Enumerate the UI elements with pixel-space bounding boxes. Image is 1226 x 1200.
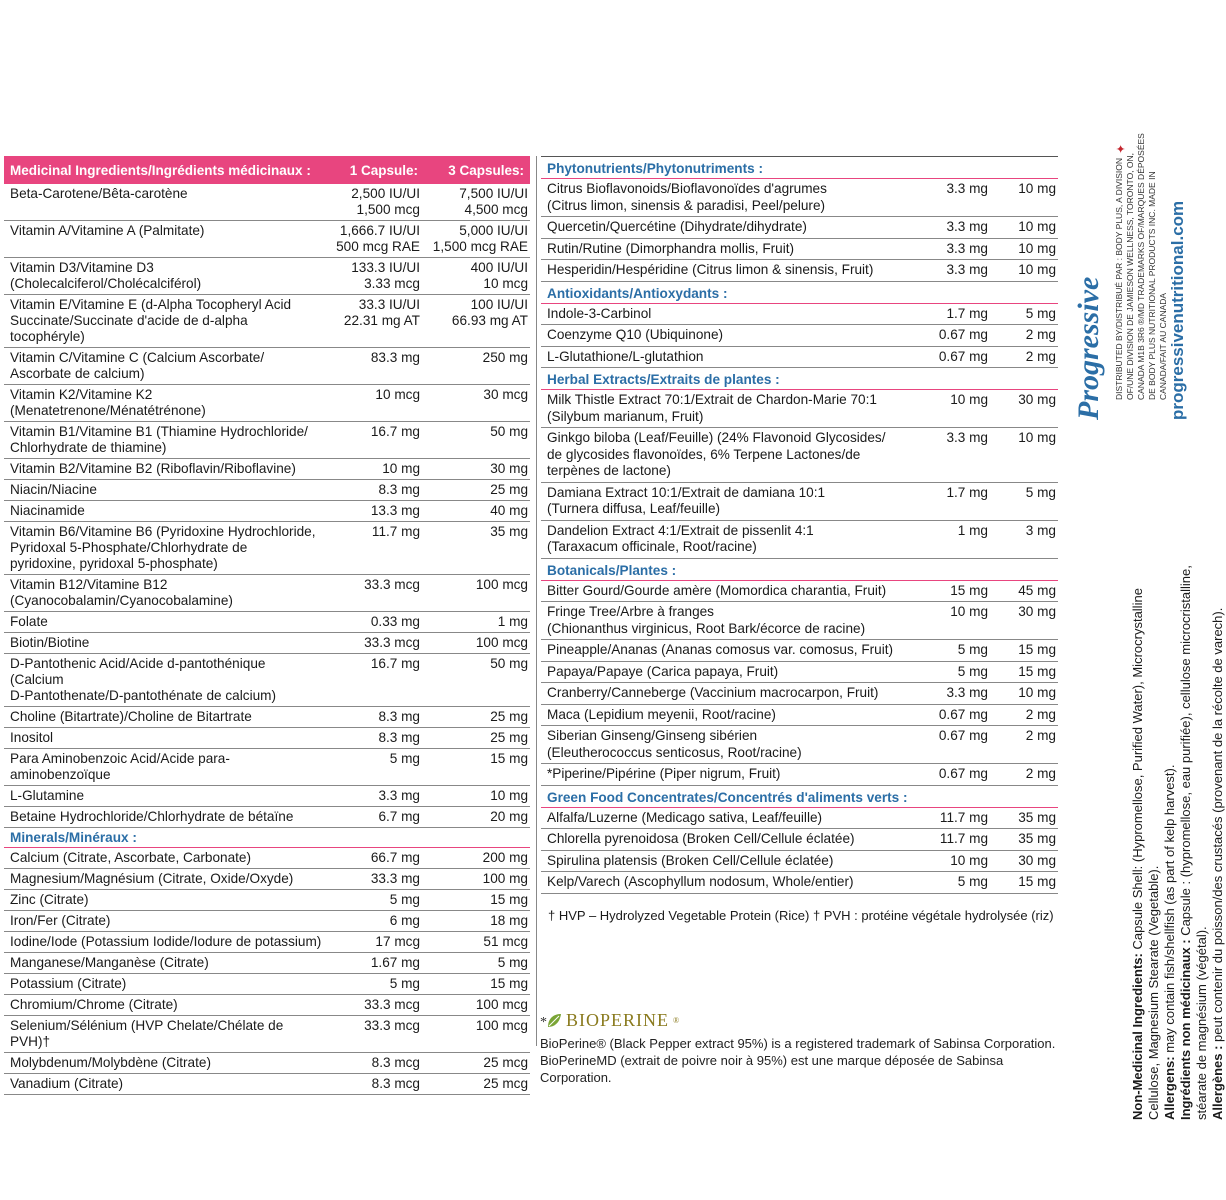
dose-3-capsules: 35 mg (490, 524, 528, 539)
dose-1-capsule: 33.3 mcg (364, 577, 420, 592)
dose-3-capsules: 45 mg (1018, 582, 1056, 598)
table-row (4, 295, 530, 348)
dose-3-capsules: 10 mg (1018, 685, 1056, 700)
dose-3-capsules: 15 mg (1018, 663, 1056, 679)
ingredient-name: Niacin/Niacine (10, 482, 97, 497)
ingredient-name: Kelp/Varech (Ascophyllum nodosum, Whole/entier) (547, 874, 854, 889)
table-row (4, 869, 530, 890)
dose-1-capsule: 1.7 mg (946, 305, 988, 321)
table-row (541, 683, 1058, 705)
nonmed-text: Capsule Shell: (Hypromellose, Purified Water), Microcrystalline Cellulose, Magnesium Stearate (Vegetable). (1130, 588, 1161, 1120)
dose-3-capsules: 50 mg (490, 424, 528, 439)
ingredient-name: L-Glutamine (10, 788, 85, 803)
dose-1-capsule: 6.7 mg (378, 809, 420, 824)
table-row (541, 347, 1058, 369)
table-row (4, 807, 530, 828)
nonmed-label: Non-Medicinal Ingredients: (1130, 953, 1145, 1120)
section-title: Botanicals/Plantes : (541, 559, 1058, 581)
table-row (4, 1074, 530, 1095)
table-row (4, 385, 530, 422)
table-row (4, 480, 530, 501)
dose-3-capsules: 40 mg (490, 503, 528, 518)
dose-3-capsules: 15 mg (1018, 874, 1056, 889)
ingredient-name: Biotin/Biotine (10, 635, 90, 650)
pepper-leaf-icon (540, 1012, 562, 1030)
allergens-fr-label: Allergènes : (1210, 1045, 1225, 1120)
table-row (4, 654, 530, 707)
column-divider (536, 156, 537, 1046)
dose-1-capsule: 3.3 mg (946, 240, 988, 256)
table-row (4, 1016, 530, 1053)
dose-1-capsule: 3.3 mg (946, 181, 988, 196)
dose-3-capsules: 30 mg (1018, 604, 1056, 619)
table-row (541, 662, 1058, 684)
dose-1-capsule: 10 mg (382, 461, 420, 476)
dose-1-capsule: 3.3 mg (946, 685, 988, 700)
dose-3-capsules: 10 mg (1018, 181, 1056, 196)
dose-1-capsule: 66.7 mg (370, 850, 420, 865)
table-row (4, 890, 530, 911)
ingredient-name: Chromium/Chrome (Citrate) (10, 997, 178, 1012)
dose-3-capsules: 5 mg (1025, 484, 1056, 500)
registered-mark: ® (673, 1016, 681, 1025)
dose-1-capsule: 3.3 mg (946, 430, 988, 445)
dose-1-capsule: 5 mg (389, 892, 420, 907)
table-row (541, 851, 1058, 873)
dose-3-capsules: 15 mg (1018, 642, 1056, 657)
ingredient-name: Ginkgo biloba (Leaf/Feuille) (24% Flavonoid Glycosides/ de glycosides flavonoïdes, 6% Terpene Lactones/de terpènes de lactone) (547, 430, 886, 478)
allergens-fr-text: peut contenir du poisson/des crustacés (provenant de la récolte de varech). (1210, 607, 1225, 1046)
dose-1-capsule: 8.3 mg (378, 730, 420, 745)
dose-1-capsule: 8.3 mcg (371, 1055, 420, 1070)
ingredient-name: Para Aminobenzoic Acid/Acide para-aminobenzoïque (10, 751, 230, 782)
dose-1-capsule: 1 mg (957, 522, 988, 538)
dose-3-capsules: 5 mg (497, 955, 528, 970)
dose-1-capsule: 5 mg (389, 976, 420, 991)
distribution-info: DISTRIBUTED BY/DISTRIBUÉ PAR : BODY PLUS, A DIVISION OF/UNE DIVISION DE JAMIESON WELLNESS, TORONTO, ON, CANADA M1B 3R6 ®/MD TRADEMARKS OF/MARQUES DÉPOSÉES DE BODY PLUS NUTRITIONAL PRODUCTS INC. MADE IN CANADA/FAIT AU CANADA (1114, 133, 1168, 400)
bioperine-block (540, 1010, 1060, 1086)
dose-3-capsules: 100 mcg (475, 1018, 528, 1033)
dose-3-capsules: 400 IU/UI 10 mcg (470, 260, 528, 291)
table-row (541, 239, 1058, 261)
ingredient-name: Quercetin/Quercétine (Dihydrate/dihydrate) (547, 219, 807, 234)
dose-3-capsules: 2 mg (1025, 766, 1056, 781)
ingredient-name: Hesperidin/Hespéridine (Citrus limon & sinensis, Fruit) (547, 262, 874, 277)
ingredient-name: Betaine Hydrochloride/Chlorhydrate de bétaïne (10, 809, 294, 824)
ingredient-name: Potassium (Citrate) (10, 976, 127, 991)
ingredient-name: Inositol (10, 730, 54, 745)
table-row (4, 612, 530, 633)
dose-3-capsules: 100 mcg (475, 577, 528, 592)
ingredient-name: Dandelion Extract 4:1/Extrait de pissenlit 4:1 (Taraxacum officinale, Root/racine) (547, 522, 814, 554)
table-row (4, 911, 530, 932)
header-1-capsule: 1 Capsule: (349, 162, 418, 178)
table-row (541, 304, 1058, 326)
ingredient-name: Spirulina platensis (Broken Cell/Cellule éclatée) (547, 852, 834, 868)
dose-1-capsule: 0.67 mg (938, 728, 988, 743)
ingredient-name: Vitamin D3/Vitamine D3 (Cholecalciferol/Cholécalciférol) (10, 260, 202, 291)
dose-3-capsules: 35 mg (1018, 831, 1056, 846)
ingredient-name: Selenium/Sélénium (HVP Chelate/Chélate de PVH)† (10, 1018, 284, 1049)
brand (1072, 277, 1106, 420)
dose-1-capsule: 2,500 IU/UI 1,500 mcg (351, 186, 420, 217)
dose-1-capsule: 8.3 mcg (371, 1076, 420, 1091)
dose-3-capsules: 35 mg (1018, 809, 1056, 825)
dose-3-capsules: 10 mg (1018, 240, 1056, 256)
dose-1-capsule: 1.7 mg (946, 484, 988, 500)
table-row (541, 390, 1058, 428)
table-row (4, 848, 530, 869)
dose-3-capsules: 10 mg (1018, 430, 1056, 445)
dose-3-capsules: 100 mcg (475, 997, 528, 1012)
dose-1-capsule: 0.67 mg (938, 766, 988, 781)
table-row (4, 501, 530, 522)
dose-3-capsules: 30 mg (490, 461, 528, 476)
dose-1-capsule: 10 mg (950, 852, 988, 868)
dose-1-capsule: 83.3 mg (370, 350, 420, 365)
dose-3-capsules: 250 mg (482, 350, 528, 365)
dose-1-capsule: 11.7 mg (939, 831, 988, 846)
side-panel (1068, 130, 1225, 1120)
ingredient-name: Chlorella pyrenoidosa (Broken Cell/Cellule éclatée) (547, 831, 855, 846)
ingredient-name: Calcium (Citrate, Ascorbate, Carbonate) (10, 850, 252, 865)
ingredient-name: Pineapple/Ananas (Ananas comosus var. comosus, Fruit) (547, 642, 894, 657)
table-row (4, 932, 530, 953)
dose-3-capsules: 100 mg (482, 871, 528, 886)
ingredient-name: Vitamin B2/Vitamine B2 (Riboflavin/Riboflavine) (10, 461, 296, 476)
table-row (541, 483, 1058, 521)
dose-1-capsule: 10 mcg (375, 387, 420, 402)
dose-3-capsules: 15 mg (490, 751, 528, 766)
ingredient-rows (4, 184, 530, 828)
website: progressivenutritional.com (1168, 200, 1187, 420)
ingredient-name: Beta-Carotene/Bêta-carotène (10, 186, 188, 201)
ingredient-name: Fringe Tree/Arbre à franges (Chionanthus virginicus, Root Bark/écorce de racine) (547, 604, 866, 636)
dose-1-capsule: 0.33 mg (370, 614, 420, 629)
dose-3-capsules: 30 mcg (483, 387, 528, 402)
dose-3-capsules: 25 mcg (483, 1055, 528, 1070)
table-row (4, 1053, 530, 1074)
non-medicinal-ingredients (1130, 560, 1226, 1120)
table-row (4, 707, 530, 728)
dose-1-capsule: 0.67 mg (938, 348, 988, 364)
dose-1-capsule: 3.3 mg (946, 262, 988, 277)
ingredient-name: Magnesium/Magnésium (Citrate, Oxide/Oxyde) (10, 871, 294, 886)
dose-3-capsules: 10 mg (1018, 219, 1056, 234)
dose-1-capsule: 3.3 mg (378, 788, 420, 803)
dose-1-capsule: 1.67 mg (370, 955, 420, 970)
nonmed-fr-label: Ingrédients non médicinaux : (1178, 939, 1193, 1120)
dose-3-capsules: 100 mcg (475, 635, 528, 650)
dose-3-capsules: 200 mg (482, 850, 528, 865)
dose-1-capsule: 6 mg (389, 913, 420, 928)
dose-3-capsules: 30 mg (1018, 852, 1056, 868)
dose-1-capsule: 5 mg (957, 642, 988, 657)
table-row (4, 258, 530, 295)
table-row (4, 749, 530, 786)
dose-1-capsule: 33.3 mcg (364, 997, 420, 1012)
dose-3-capsules: 30 mg (1018, 392, 1056, 407)
bioperine-trademark-fr: BioPerineMD (extrait de poivre noir à 95%) est une marque déposée de Sabinsa Corporation. (540, 1053, 1004, 1085)
dose-3-capsules: 100 IU/UI 66.93 mg AT (451, 297, 528, 328)
dose-1-capsule: 33.3 mg (370, 871, 420, 886)
dose-1-capsule: 10 mg (950, 392, 988, 407)
table-row (541, 764, 1058, 786)
ingredient-name: Vitamin B1/Vitamine B1 (Thiamine Hydrochloride/ Chlorhydrate de thiamine) (10, 424, 308, 455)
section-title: Herbal Extracts/Extraits de plantes : (541, 368, 1058, 390)
ingredient-name: Choline (Bitartrate)/Choline de Bitartrate (10, 709, 252, 724)
table-row (541, 872, 1058, 894)
dose-3-capsules: 2 mg (1025, 327, 1056, 342)
progressive-logo: Progressive (1072, 276, 1105, 420)
ingredient-name: Citrus Bioflavonoids/Bioflavonoïdes d'agrumes (Citrus limon, sinensis & paradisi, Peel/pelure) (547, 181, 827, 213)
dose-3-capsules: 25 mcg (483, 1076, 528, 1091)
ingredient-name: Zinc (Citrate) (10, 892, 89, 907)
table-row (4, 184, 530, 221)
table-row (4, 221, 530, 258)
table-row (4, 728, 530, 749)
table-row (4, 348, 530, 385)
section-title: Phytonutrients/Phytonutriments : (541, 157, 1058, 179)
ingredient-name: Manganese/Manganèse (Citrate) (10, 955, 209, 970)
dose-1-capsule: 1,666.7 IU/UI 500 mcg RAE (336, 223, 420, 254)
dose-3-capsules: 10 mg (1018, 262, 1056, 277)
ingredient-name: Alfalfa/Luzerne (Medicago sativa, Leaf/feuille) (547, 809, 823, 825)
table-row (541, 829, 1058, 851)
table-row (541, 179, 1058, 217)
maple-leaf-icon: ✦ (1114, 143, 1128, 154)
allergens-label: Allergens: (1162, 1056, 1177, 1120)
ingredient-name: Coenzyme Q10 (Ubiquinone) (547, 327, 724, 342)
dose-3-capsules: 25 mg (490, 709, 528, 724)
dose-1-capsule: 0.67 mg (938, 327, 988, 342)
dose-3-capsules: 2 mg (1025, 348, 1056, 364)
dose-3-capsules: 5,000 IU/UI 1,500 mcg RAE (432, 223, 528, 254)
table-row (4, 995, 530, 1016)
table-row (541, 808, 1058, 830)
header-name: Medicinal Ingredients/Ingrédients médicinaux : (10, 162, 311, 178)
ingredient-name: Vitamin K2/Vitamine K2 (Menatetrenone/Ménatétrénone) (10, 387, 206, 418)
ingredient-name: Iodine/Iode (Potassium Iodide/Iodure de potassium) (10, 934, 322, 949)
dose-3-capsules: 5 mg (1025, 305, 1056, 321)
table-row (541, 521, 1058, 559)
table-row (4, 974, 530, 995)
dose-1-capsule: 16.7 mg (370, 656, 420, 671)
table-row (4, 422, 530, 459)
dose-3-capsules: 7,500 IU/UI 4,500 mcg (459, 186, 528, 217)
allergens-text: may contain fish/shellfish (as part of kelp harvest). (1162, 764, 1177, 1057)
ingredient-name: Molybdenum/Molybdène (Citrate) (10, 1055, 211, 1070)
table-row (4, 786, 530, 807)
ingredient-name: Damiana Extract 10:1/Extrait de damiana 10:1 (Turnera diffusa, Leaf/feuille) (547, 484, 826, 516)
ingredient-name: L-Glutathione/L-glutathion (547, 348, 704, 364)
dose-1-capsule: 11.7 mg (371, 524, 420, 539)
ingredient-name: Rutin/Rutine (Dimorphandra mollis, Fruit) (547, 240, 795, 256)
minerals-section-title: Minerals/Minéraux : (4, 828, 530, 848)
dose-3-capsules: 20 mg (490, 809, 528, 824)
section-title: Green Food Concentrates/Concentrés d'aliments verts : (541, 786, 1058, 808)
ingredient-name: Indole-3-Carbinol (547, 305, 652, 321)
phytonutrients-table (541, 156, 1058, 894)
table-row (541, 581, 1058, 603)
dose-1-capsule: 10 mg (950, 604, 988, 619)
table-row (541, 260, 1058, 282)
medicinal-ingredients-table (4, 156, 530, 1095)
bioperine-trademark-en: BioPerine® (Black Pepper extract 95%) is a registered trademark of Sabinsa Corporation. (540, 1036, 1056, 1051)
dose-1-capsule: 13.3 mg (370, 503, 420, 518)
dose-1-capsule: 133.3 IU/UI 3.33 mcg (351, 260, 420, 291)
dose-3-capsules: 51 mcg (483, 934, 528, 949)
dose-3-capsules: 2 mg (1025, 706, 1056, 722)
dose-3-capsules: 25 mg (490, 482, 528, 497)
table-row (541, 602, 1058, 640)
dose-1-capsule: 33.3 mcg (364, 1018, 420, 1033)
ingredient-name: Vanadium (Citrate) (10, 1076, 124, 1091)
ingredient-name: D-Pantothenic Acid/Acide d-pantothénique (Calcium D-Pantothenate/D-pantothénate de calcium) (10, 656, 276, 703)
section-title: Antioxidants/Antioxydants : (541, 282, 1058, 304)
svg-text:*: * (540, 1014, 548, 1030)
ingredient-name: Milk Thistle Extract 70:1/Extrait de Chardon-Marie 70:1 (Silybum marianum, Fruit) (547, 392, 877, 424)
dose-3-capsules: 3 mg (1025, 522, 1056, 538)
dose-1-capsule: 5 mg (389, 751, 420, 766)
dose-3-capsules: 10 mg (490, 788, 528, 803)
table-row (541, 217, 1058, 239)
ingredient-name: Iron/Fer (Citrate) (10, 913, 111, 928)
nonmed-fr-text: Capsule : (hypromellose, eau purifiée), cellulose microcristalline, stéarate de magnésium (végétal). (1178, 565, 1209, 1120)
dose-1-capsule: 0.67 mg (938, 706, 988, 722)
dose-3-capsules: 25 mg (490, 730, 528, 745)
dose-3-capsules: 15 mg (490, 892, 528, 907)
table-row (541, 640, 1058, 662)
table-row (541, 325, 1058, 347)
table-row (4, 575, 530, 612)
ingredient-name: Cranberry/Canneberge (Vaccinium macrocarpon, Fruit) (547, 685, 879, 700)
table-row (4, 522, 530, 575)
bioperine-wordmark: BIOPERINE (566, 1010, 669, 1030)
ingredient-name: Maca (Lepidium meyenii, Root/racine) (547, 706, 776, 722)
dose-1-capsule: 33.3 mcg (364, 635, 420, 650)
dose-1-capsule: 17 mcg (375, 934, 420, 949)
dose-3-capsules: 15 mg (490, 976, 528, 991)
table-row (4, 633, 530, 654)
ingredient-name: Vitamin C/Vitamine C (Calcium Ascorbate/ Ascorbate de calcium) (10, 350, 265, 381)
dose-3-capsules: 2 mg (1025, 728, 1056, 743)
ingredient-name: *Piperine/Pipérine (Piper nigrum, Fruit) (547, 766, 781, 781)
header-3-capsules: 3 Capsules: (448, 162, 524, 178)
table-row (4, 953, 530, 974)
table-row (4, 459, 530, 480)
dose-1-capsule: 5 mg (957, 874, 988, 889)
ingredient-name: Vitamin E/Vitamine E (d-Alpha Tocopheryl Acid Succinate/Succinate d'acide de d-alpha tocophéryle) (10, 297, 292, 344)
ingredient-name: Siberian Ginseng/Ginseng sibérien (Eleutherococcus senticosus, Root/racine) (547, 728, 802, 760)
ingredient-name: Papaya/Papaye (Carica papaya, Fruit) (547, 663, 779, 679)
table-row (541, 705, 1058, 727)
table-header (4, 156, 530, 184)
table-row (541, 428, 1058, 483)
dose-1-capsule: 11.7 mg (939, 809, 988, 825)
dose-1-capsule: 8.3 mg (378, 482, 420, 497)
ingredient-name: Bitter Gourd/Gourde amère (Momordica charantia, Fruit) (547, 582, 887, 598)
dose-3-capsules: 1 mg (497, 614, 528, 629)
dose-1-capsule: 16.7 mg (370, 424, 420, 439)
dose-1-capsule: 5 mg (957, 663, 988, 679)
ingredient-name: Vitamin B12/Vitamine B12 (Cyanocobalamin/Cyanocobalamine) (10, 577, 233, 608)
dose-3-capsules: 18 mg (490, 913, 528, 928)
bioperine-logo (540, 1010, 1060, 1031)
mineral-rows (4, 848, 530, 1095)
ingredient-name: Niacinamide (10, 503, 85, 518)
dose-1-capsule: 33.3 IU/UI 22.31 mg AT (343, 297, 420, 328)
dose-1-capsule: 3.3 mg (946, 219, 988, 234)
ingredient-name: Vitamin B6/Vitamine B6 (Pyridoxine Hydrochloride, Pyridoxal 5-Phosphate/Chlorhydrate de pyridoxine, pyridoxal 5-phosphate) (10, 524, 316, 571)
hvp-footnote: † HVP – Hydrolyzed Vegetable Protein (Rice) † PVH : protéine végétale hydrolysée (riz) (548, 908, 1054, 923)
ingredient-name: Folate (10, 614, 48, 629)
dose-1-capsule: 8.3 mg (378, 709, 420, 724)
table-row (541, 726, 1058, 764)
dose-1-capsule: 15 mg (950, 582, 988, 598)
dose-3-capsules: 50 mg (490, 656, 528, 671)
ingredient-name: Vitamin A/Vitamine A (Palmitate) (10, 223, 205, 238)
